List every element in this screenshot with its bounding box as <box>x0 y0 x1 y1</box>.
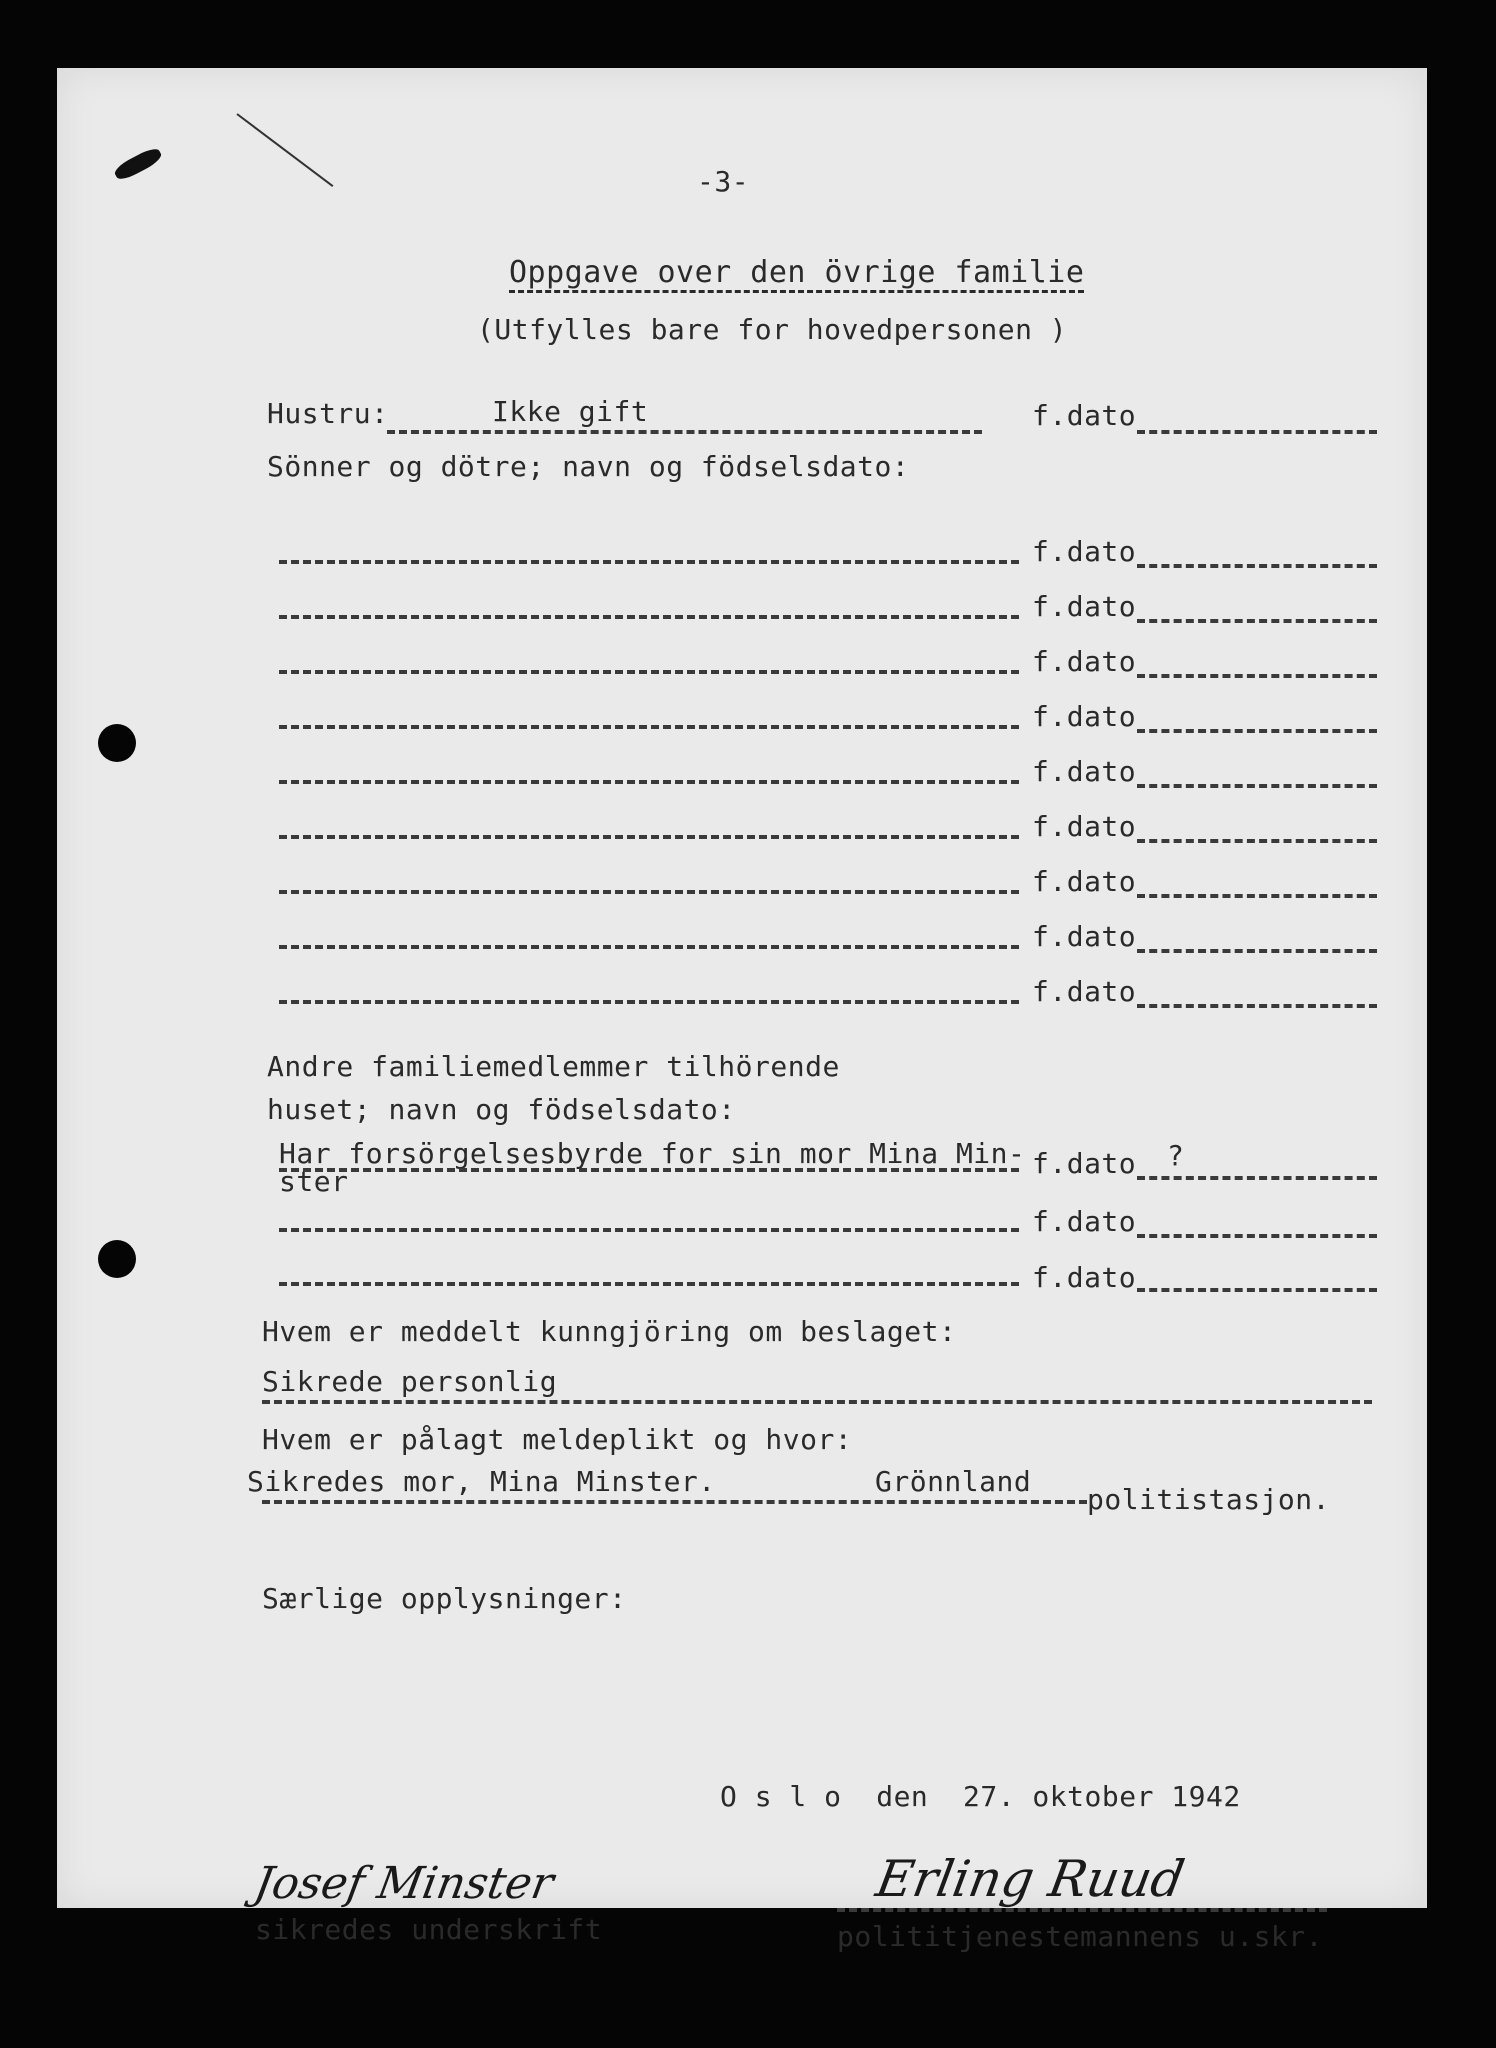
other-member-line-1 <box>279 1168 1019 1172</box>
other-member-dob-label-3: f.dato <box>1032 1261 1137 1294</box>
wife-dob-label: f.dato <box>1032 399 1137 432</box>
wife-value: Ikke gift <box>492 395 649 428</box>
reporting-suffix: politistasjon. <box>1087 1483 1331 1516</box>
children-heading: Sönner og dötre; navn og födselsdato: <box>267 450 910 483</box>
binder-hole-top <box>98 724 136 762</box>
binder-hole-bottom <box>98 1240 136 1278</box>
document-page <box>57 68 1427 1953</box>
child-name-line <box>279 725 1019 729</box>
other-members-heading-2: huset; navn og födselsdato: <box>267 1093 736 1126</box>
child-dob-line <box>1137 839 1377 843</box>
reporting-line <box>262 1500 1087 1504</box>
other-member-entry-1: Har forsörgelsesbyrde for sin mor Mina Min- <box>279 1137 1026 1170</box>
ink-blot <box>112 145 164 183</box>
reporting-question: Hvem er pålagt meldeplikt og hvor: <box>262 1423 853 1456</box>
child-dob-line <box>1137 894 1377 898</box>
child-dob-line <box>1137 949 1377 953</box>
child-dob-line <box>1137 564 1377 568</box>
child-dob-label: f.dato <box>1032 755 1137 788</box>
child-name-line <box>279 1000 1019 1004</box>
form-title: Oppgave over den övrige familie <box>509 255 1085 290</box>
child-dob-label: f.dato <box>1032 920 1137 953</box>
left-signature-label: sikredes underskrift <box>255 1913 603 1946</box>
other-member-dob-value: ? <box>1167 1139 1185 1172</box>
child-dob-label: f.dato <box>1032 645 1137 678</box>
child-dob-line <box>1137 729 1377 733</box>
child-dob-line <box>1137 784 1377 788</box>
notified-question: Hvem er meddelt kunngjöring om beslaget: <box>262 1315 957 1348</box>
other-member-dob-label-2: f.dato <box>1032 1205 1137 1238</box>
other-member-dob-line-1 <box>1137 1176 1377 1180</box>
other-member-dob-line-2 <box>1137 1234 1377 1238</box>
form-subtitle: (Utfylles bare for hovedpersonen ) <box>477 313 1068 346</box>
other-member-line-3 <box>279 1282 1019 1286</box>
child-name-line <box>279 835 1019 839</box>
notified-line <box>262 1400 1372 1404</box>
wife-line <box>387 430 982 434</box>
child-name-line <box>279 615 1019 619</box>
child-name-line <box>279 890 1019 894</box>
other-member-entry-2: ster <box>279 1165 349 1198</box>
child-dob-line <box>1137 619 1377 623</box>
child-dob-label: f.dato <box>1032 865 1137 898</box>
pen-scratch <box>236 113 333 187</box>
wife-label: Hustru: <box>267 397 389 430</box>
child-dob-line <box>1137 1004 1377 1008</box>
child-dob-line <box>1137 674 1377 678</box>
reporting-where: Grönnland <box>875 1465 1032 1498</box>
child-name-line <box>279 670 1019 674</box>
right-signature-line <box>837 1908 1327 1912</box>
page-number: -3- <box>697 165 750 198</box>
other-member-dob-line-3 <box>1137 1288 1377 1292</box>
child-dob-label: f.dato <box>1032 810 1137 843</box>
child-name-line <box>279 560 1019 564</box>
left-signature: Josef Minster <box>250 1858 558 1909</box>
child-dob-label: f.dato <box>1032 535 1137 568</box>
reporting-who: Sikredes mor, Mina Minster. <box>247 1465 716 1498</box>
notified-answer: Sikrede personlig <box>262 1365 558 1398</box>
right-signature-label: polititjenestemannens u.skr. <box>837 1920 1324 1953</box>
child-dob-label: f.dato <box>1032 590 1137 623</box>
other-members-heading-1: Andre familiemedlemmer tilhörende <box>267 1050 840 1083</box>
date-line: O s l o den 27. oktober 1942 <box>720 1780 1241 1813</box>
child-name-line <box>279 945 1019 949</box>
child-dob-label: f.dato <box>1032 975 1137 1008</box>
child-name-line <box>279 780 1019 784</box>
child-dob-label: f.dato <box>1032 700 1137 733</box>
wife-dob-line <box>1137 430 1377 434</box>
right-signature: Erling Ruud <box>871 1850 1189 1908</box>
special-info-label: Særlige opplysninger: <box>262 1582 627 1615</box>
other-member-line-2 <box>279 1228 1019 1232</box>
other-member-dob-label-1: f.dato <box>1032 1147 1137 1180</box>
